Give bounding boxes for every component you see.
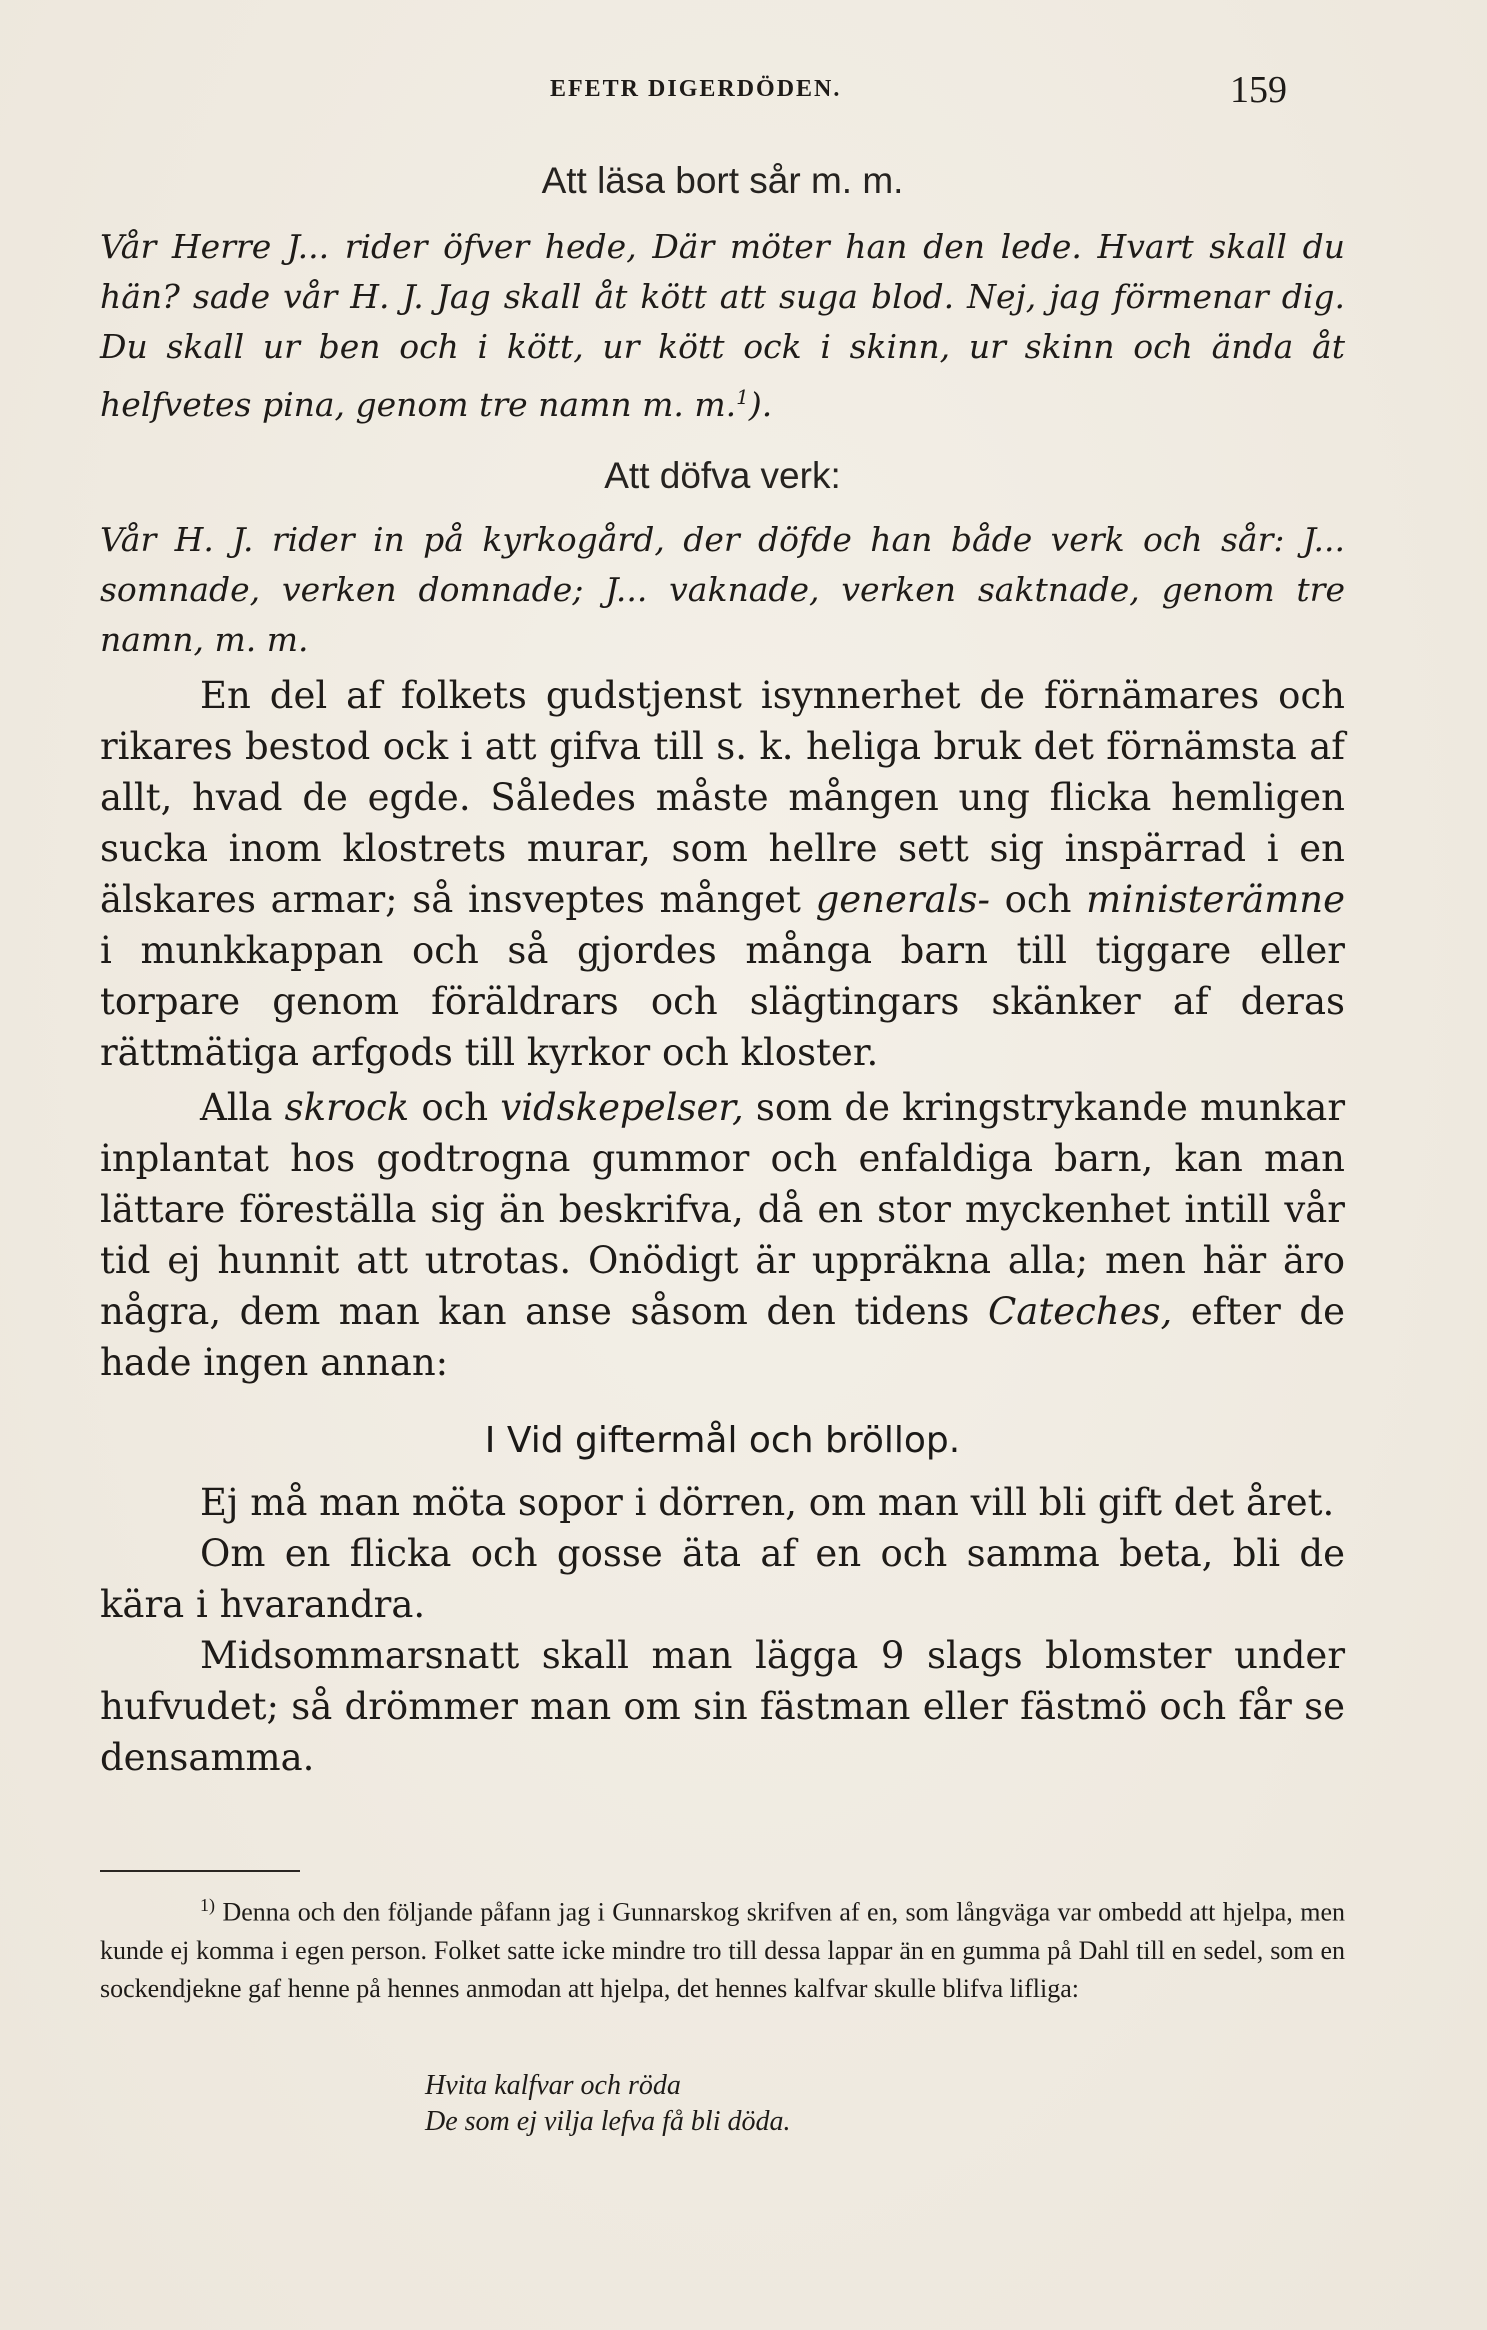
footnote-verse-line-1: Hvita kalfvar och röda (425, 2070, 681, 2101)
closing-paren: ). (748, 385, 773, 424)
footnote-divider (100, 1870, 300, 1872)
page-number: 159 (1230, 69, 1287, 111)
section-heading-giftermal: I Vid giftermål och bröllop. (484, 1420, 961, 1461)
footnote (100, 1886, 1345, 2008)
section-title-dofva-verk: Att döfva verk: (604, 455, 841, 496)
text-run: som de kringstrykande munkar inplantat hos godtrogna gummor och enfaldiga barn, kan man lättare föreställa sig än beskrifva, då en stor myckenhet intill vår tid ej hunnit att utrotas. Onödigt är uppräkna alla; men här äro några, dem man kan anse såsom den tidens (100, 1086, 1346, 1333)
running-header (100, 68, 1287, 118)
emphasis-cateches: Cateches, (987, 1290, 1173, 1333)
superstition-item: Midsommarsnatt skall man lägga 9 slags blomster under hufvudet; så drömmer man om sin fästman eller fästmö och får se densamma. (100, 1634, 1345, 1779)
text-run: och (421, 1086, 489, 1129)
running-title: EFETR DIGERDÖDEN. (550, 76, 842, 102)
text-run: och (1004, 878, 1072, 921)
emphasis-ministeramne: ministerämne (1086, 878, 1346, 921)
footnote-verse-line-2: De som ej vilja lefva få bli döda. (425, 2106, 791, 2137)
emphasis-vidskepelser: vidskepelser, (500, 1086, 744, 1129)
charm-body: Vår Herre J... rider öfver hede, Där möter han den lede. Hvart skall du hän? sade vår H. J. Jag skall åt kött att suga blod. Nej, jag förmenar dig. Du skall ur ben och i kött, ur kött ock i skinn, ur skinn och ända åt helfvetes pina, genom tre namn m. m. (100, 227, 1345, 424)
superstition-item: Om en flicka och gosse äta af en och samma beta, bli de kära i hvarandra. (100, 1532, 1345, 1626)
text-run: Alla (200, 1086, 273, 1129)
section-title-lasa-bort-sar: Att läsa bort sår m. m. (541, 160, 904, 201)
charm-text-dofva-verk: Vår H. J. rider in på kyrkogård, der döfde han både verk och sår: J... somnade, verken domnade; J... vaknade, verken saktnade, genom tre namn, m. m. (100, 520, 1345, 659)
text-run: i munkkappan och så gjordes många barn till tiggare eller torpare genom föräldrars och slägtingars skänker af deras rättmätiga arfgods till kyrkor och kloster. (100, 929, 1345, 1074)
emphasis-skrock: skrock (284, 1086, 410, 1129)
text-run: efter de hade ingen annan: (100, 1290, 1345, 1384)
footnote-text: Denna och den följande påfann jag i Gunnarskog skrifven af en, som långväga var ombedd att hjelpa, men kunde ej komma i egen person. Folket satte icke mindre tro till dessa lappar än en gumma på Dahl till en sedel, som en sockendjekne gaf henne på hennes anmodan att hjelpa, det hennes kalfvar skulle blifva lifliga: (100, 1897, 1346, 2003)
emphasis-generals: generals- (815, 878, 990, 921)
text-run: En del af folkets gudstjenst isynnerhet de förnämares och rikares bestod ock i att gifva till s. k. heliga bruk det förnämsta af allt, hvad de egde. Således måste mången ung flicka hemligen sucka inom klostrets murar, som hellre sett sig inspärrad i en älskares armar; så insveptes månget (100, 674, 1345, 921)
superstition-item: Ej må man möta sopor i dörren, om man vill bli gift det året. (200, 1481, 1335, 1524)
body-paragraph-skrock (100, 1082, 1345, 1388)
paragraph-text-skrock (100, 1082, 1345, 1388)
paragraph-text-gudstjenst (100, 670, 1345, 1078)
footnote-reference: 1 (736, 385, 749, 409)
section-att-lasa-bort-sar (100, 160, 1345, 430)
section-giftermal (100, 1420, 1345, 1783)
section-att-dofva-verk (100, 455, 1345, 665)
body-paragraph-gudstjenst (100, 670, 1345, 1078)
charm-text-lasa-bort-sar (100, 222, 1345, 430)
footnote-marker: 1) (200, 1895, 215, 1915)
